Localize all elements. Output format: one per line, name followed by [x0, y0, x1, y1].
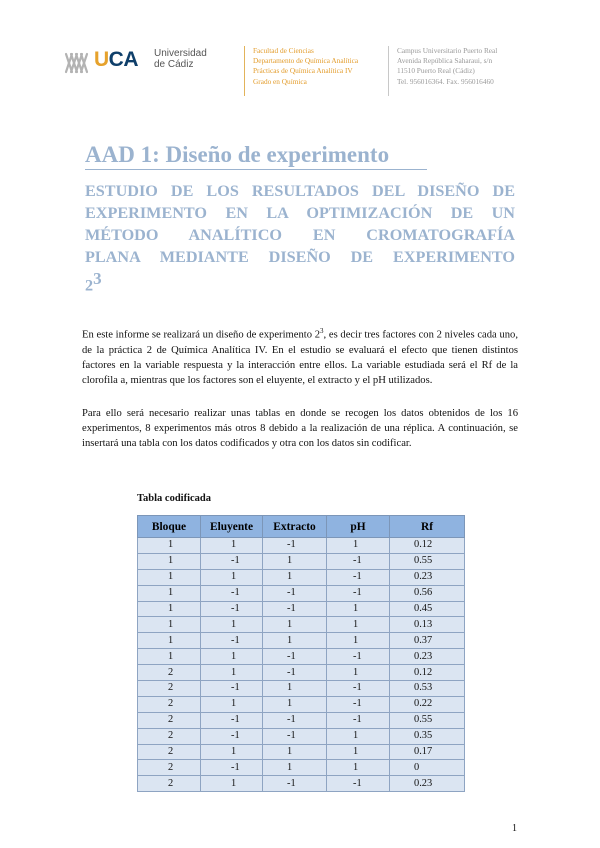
faculty-line: Prácticas de Química Analítica IV: [253, 66, 353, 76]
table-cell: -1: [263, 712, 327, 728]
table-cell: 0.17: [390, 744, 465, 760]
subtitle-line: [85, 268, 515, 296]
table-cell: 1: [138, 649, 201, 665]
campus-line: Campus Universitario Puerto Real: [397, 46, 498, 55]
table-cell: -1: [201, 712, 263, 728]
table-cell: 1: [138, 633, 201, 649]
column-header-rf: Rf: [390, 516, 465, 538]
campus-line: 11510 Puerto Real (Cádiz): [397, 66, 475, 76]
table-cell: 1: [263, 633, 327, 649]
table-cell: -1: [263, 585, 327, 601]
table-cell: 1: [138, 585, 201, 601]
table-cell: -1: [327, 569, 390, 585]
subtitle-line: ESTUDIO DE LOS RESULTADOS DEL DISEÑO DE: [85, 182, 515, 200]
table-cell: 0.23: [390, 569, 465, 585]
table-cell: 1: [201, 538, 263, 554]
table-cell: 2: [138, 712, 201, 728]
table-row: [138, 633, 465, 649]
faculty-line: Grado en Química: [253, 76, 307, 86]
university-line: de Cádiz: [154, 59, 194, 70]
campus-line: Avenida República Saharaui, s/n: [397, 56, 493, 66]
table-cell: 2: [138, 696, 201, 712]
laurel-icon: [62, 46, 92, 76]
university-name: [154, 48, 207, 70]
table-header-row: [138, 516, 465, 538]
table-cell: 2: [138, 728, 201, 744]
table-cell: -1: [327, 681, 390, 697]
table-cell: 1: [138, 569, 201, 585]
method-paragraph: Para ello será necesario realizar unas tablas en donde se recogen los datos obtenidos de los 16 experimentos, 8 experimentos más otros 8 debido a la realización de una réplica. A continuación, se insertará una tabla con los datos codificados y otra con los datos sin codificar.: [82, 408, 518, 449]
table-cell: -1: [263, 601, 327, 617]
table-row: [138, 665, 465, 681]
subtitle-exponent: 3: [93, 269, 102, 288]
table-cell: 0.45: [390, 601, 465, 617]
table-row: [138, 569, 465, 585]
university-logo: [62, 44, 212, 76]
intro-exponent: 3: [320, 327, 324, 335]
table-row: [138, 696, 465, 712]
table-cell: 0.22: [390, 696, 465, 712]
table-cell: 1: [263, 553, 327, 569]
table-cell: 2: [138, 681, 201, 697]
table-cell: 1: [138, 538, 201, 554]
column-header-bloque: Bloque: [138, 516, 201, 538]
table-cell: 1: [201, 649, 263, 665]
table-row: [138, 712, 465, 728]
table-cell: 0.23: [390, 649, 465, 665]
logo-ca: CA: [108, 48, 139, 71]
faculty-line: Facultad de Ciencias: [253, 46, 314, 55]
column-header-ph: pH: [327, 516, 390, 538]
table-cell: 1: [201, 569, 263, 585]
table-cell: 1: [327, 744, 390, 760]
table-cell: 2: [138, 665, 201, 681]
subtitle: [85, 180, 515, 296]
faculty-info: [244, 46, 358, 96]
table-cell: 2: [138, 776, 201, 792]
table-cell: 1: [263, 617, 327, 633]
table-cell: -1: [201, 601, 263, 617]
table-cell: -1: [327, 696, 390, 712]
table-cell: 1: [201, 617, 263, 633]
column-header-eluyente: Eluyente: [201, 516, 263, 538]
table-cell: -1: [263, 649, 327, 665]
table-cell: 0.23: [390, 776, 465, 792]
table-cell: -1: [201, 585, 263, 601]
table-cell: 2: [138, 744, 201, 760]
table-cell: -1: [327, 585, 390, 601]
table-cell: 1: [138, 553, 201, 569]
table-row: [138, 538, 465, 554]
table-caption: Tabla codificada: [137, 493, 212, 504]
table-cell: 1: [263, 744, 327, 760]
table-head: [138, 516, 465, 538]
table-cell: 1: [201, 744, 263, 760]
table-cell: 0.55: [390, 712, 465, 728]
table-cell: -1: [327, 776, 390, 792]
intro-text-after: , es decir tres factores con 2 niveles cada uno, de la práctica 2 de Química Analítica IV. En el estudio se evaluará el efecto que tienen distintos factores en la variable respuesta y la interacción entre ellos. La variable estudiada será el Rf de la clorofila a, mientras que los factores son el eluyente, el extracto y el pH utilizados.: [82, 329, 518, 386]
table-cell: 1: [327, 633, 390, 649]
table-cell: 0.12: [390, 665, 465, 681]
table-row: [138, 728, 465, 744]
table-cell: 1: [263, 760, 327, 776]
table-cell: -1: [263, 665, 327, 681]
table-cell: -1: [201, 633, 263, 649]
table-row: [138, 585, 465, 601]
page-title: AAD 1: Diseño de experimento: [85, 140, 427, 170]
table-cell: 1: [138, 601, 201, 617]
table-row: [138, 744, 465, 760]
table-cell: 0.55: [390, 553, 465, 569]
table-row: [138, 553, 465, 569]
table-row: [138, 601, 465, 617]
table-cell: -1: [263, 728, 327, 744]
table-cell: 1: [201, 696, 263, 712]
table-cell: 1: [263, 569, 327, 585]
table-cell: 1: [327, 760, 390, 776]
table-cell: 1: [263, 681, 327, 697]
table-cell: -1: [201, 681, 263, 697]
table-cell: 0.13: [390, 617, 465, 633]
subtitle-line: EXPERIMENTO EN LA OPTIMIZACIÓN DE UN: [85, 204, 515, 222]
logo-u: U: [94, 48, 109, 71]
table-cell: 1: [327, 665, 390, 681]
table-cell: -1: [327, 553, 390, 569]
table-cell: 1: [201, 665, 263, 681]
page-header: [62, 44, 542, 100]
table-row: [138, 776, 465, 792]
faculty-line: Departamento de Química Analítica: [253, 56, 359, 66]
coded-table: [137, 515, 465, 792]
table-cell: 1: [327, 601, 390, 617]
table-cell: 1: [263, 696, 327, 712]
page-number: 1: [512, 823, 517, 834]
intro-text-before: En este informe se realizará un diseño de experimento 2: [82, 329, 321, 341]
table-cell: 1: [327, 728, 390, 744]
subtitle-line: PLANA MEDIANTE DISEÑO DE EXPERIMENTO: [85, 248, 515, 266]
table-row: [138, 681, 465, 697]
table-cell: 1: [201, 776, 263, 792]
table-cell: 1: [138, 617, 201, 633]
table-cell: 0.56: [390, 585, 465, 601]
table-row: [138, 760, 465, 776]
table-cell: 0.37: [390, 633, 465, 649]
campus-line: Tel. 956016364. Fax. 956016460: [397, 76, 494, 86]
table-cell: -1: [201, 553, 263, 569]
table-cell: 2: [138, 760, 201, 776]
table-cell: -1: [201, 760, 263, 776]
table-cell: -1: [327, 712, 390, 728]
campus-info: [388, 46, 497, 96]
intro-paragraph: [82, 324, 518, 388]
table-cell: -1: [201, 728, 263, 744]
column-header-extracto: Extracto: [263, 516, 327, 538]
table-cell: 0.12: [390, 538, 465, 554]
table-cell: 0.53: [390, 681, 465, 697]
table-cell: -1: [263, 776, 327, 792]
table-cell: 0.35: [390, 728, 465, 744]
table-body: [138, 538, 465, 792]
subtitle-line: MÉTODO ANALÍTICO EN CROMATOGRAFÍA: [85, 226, 515, 244]
table-row: [138, 617, 465, 633]
table-cell: -1: [263, 538, 327, 554]
table-cell: -1: [327, 649, 390, 665]
table-cell: 1: [327, 538, 390, 554]
table-row: [138, 649, 465, 665]
logo-wordmark: [94, 48, 138, 72]
university-line: Universidad: [154, 48, 207, 59]
table-cell: 0: [390, 760, 465, 776]
subtitle-base: 2: [85, 276, 94, 295]
table-cell: 1: [327, 617, 390, 633]
